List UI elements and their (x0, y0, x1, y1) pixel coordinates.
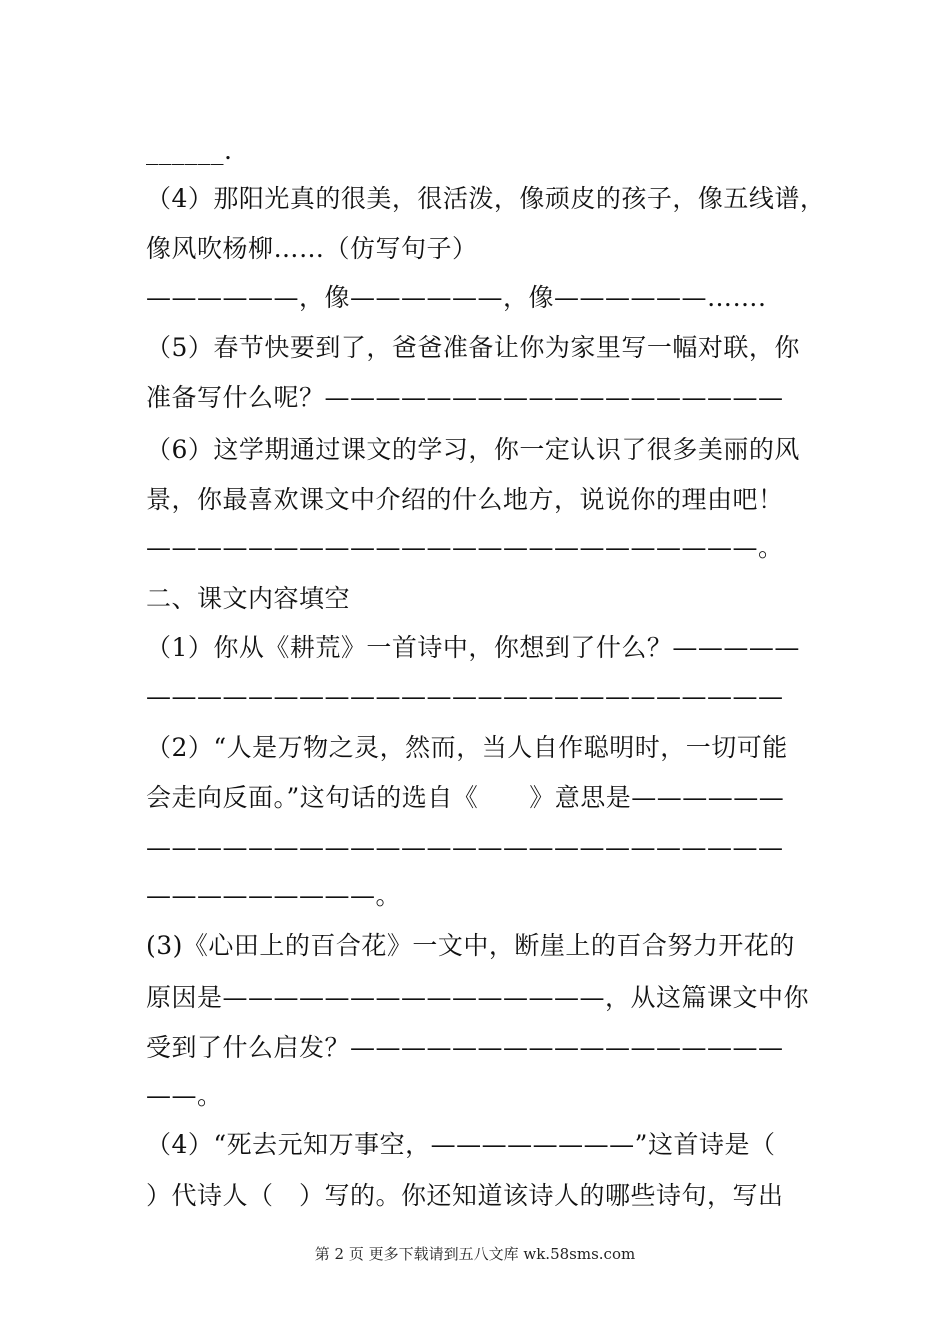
text-line: ______. (146, 136, 233, 165)
section-heading: 二、课文内容填空 (146, 584, 351, 613)
text-line: 像风吹杨柳……（仿写句子） (146, 234, 478, 263)
text-line: 受到了什么启发？————————————————— (146, 1033, 784, 1062)
text-line: ————————————————————————— (146, 833, 784, 862)
text-line: （4）那阳光真的很美，很活泼，像顽皮的孩子，像五线谱， (146, 184, 826, 213)
text-line: ——。 (146, 1081, 223, 1110)
text-line: ————————————————————————— (146, 682, 784, 711)
text-line: （6）这学期通过课文的学习，你一定认识了很多美丽的风 (146, 435, 800, 464)
text-line: （5）春节快要到了，爸爸准备让你为家里写一幅对联，你 (146, 333, 800, 362)
text-line: 景，你最喜欢课文中介绍的什么地方，说说你的理由吧！ (146, 485, 784, 514)
text-line: (3)《心田上的百合花》一文中，断崖上的百合努力开花的 (146, 931, 795, 960)
text-line: 原因是———————————————，从这篇课文中你 (146, 983, 810, 1012)
page-footer: 第 2 页 更多下载请到五八文库 wk.58sms.com (314, 1245, 636, 1263)
text-line: 准备写什么呢？—————————————————— (146, 383, 784, 412)
text-line: ——————，像——————，像——————……. (146, 283, 767, 312)
text-line: —————————。 (146, 881, 402, 910)
text-line: ————————————————————————。 (146, 533, 784, 562)
text-line: 会走向反面。”这句话的选自《 》意思是—————— (146, 783, 785, 812)
text-line: （4）“死去元知万事空，————————”这首诗是（ (146, 1130, 776, 1159)
text-line: （1）你从《耕荒》一首诗中，你想到了什么？————— (146, 633, 800, 662)
text-line: （2）“人是万物之灵，然而，当人自作聪明时，一切可能 (146, 733, 788, 762)
text-line: ）代诗人（ ）写的。你还知道该诗人的哪些诗句，写出 (146, 1181, 784, 1210)
